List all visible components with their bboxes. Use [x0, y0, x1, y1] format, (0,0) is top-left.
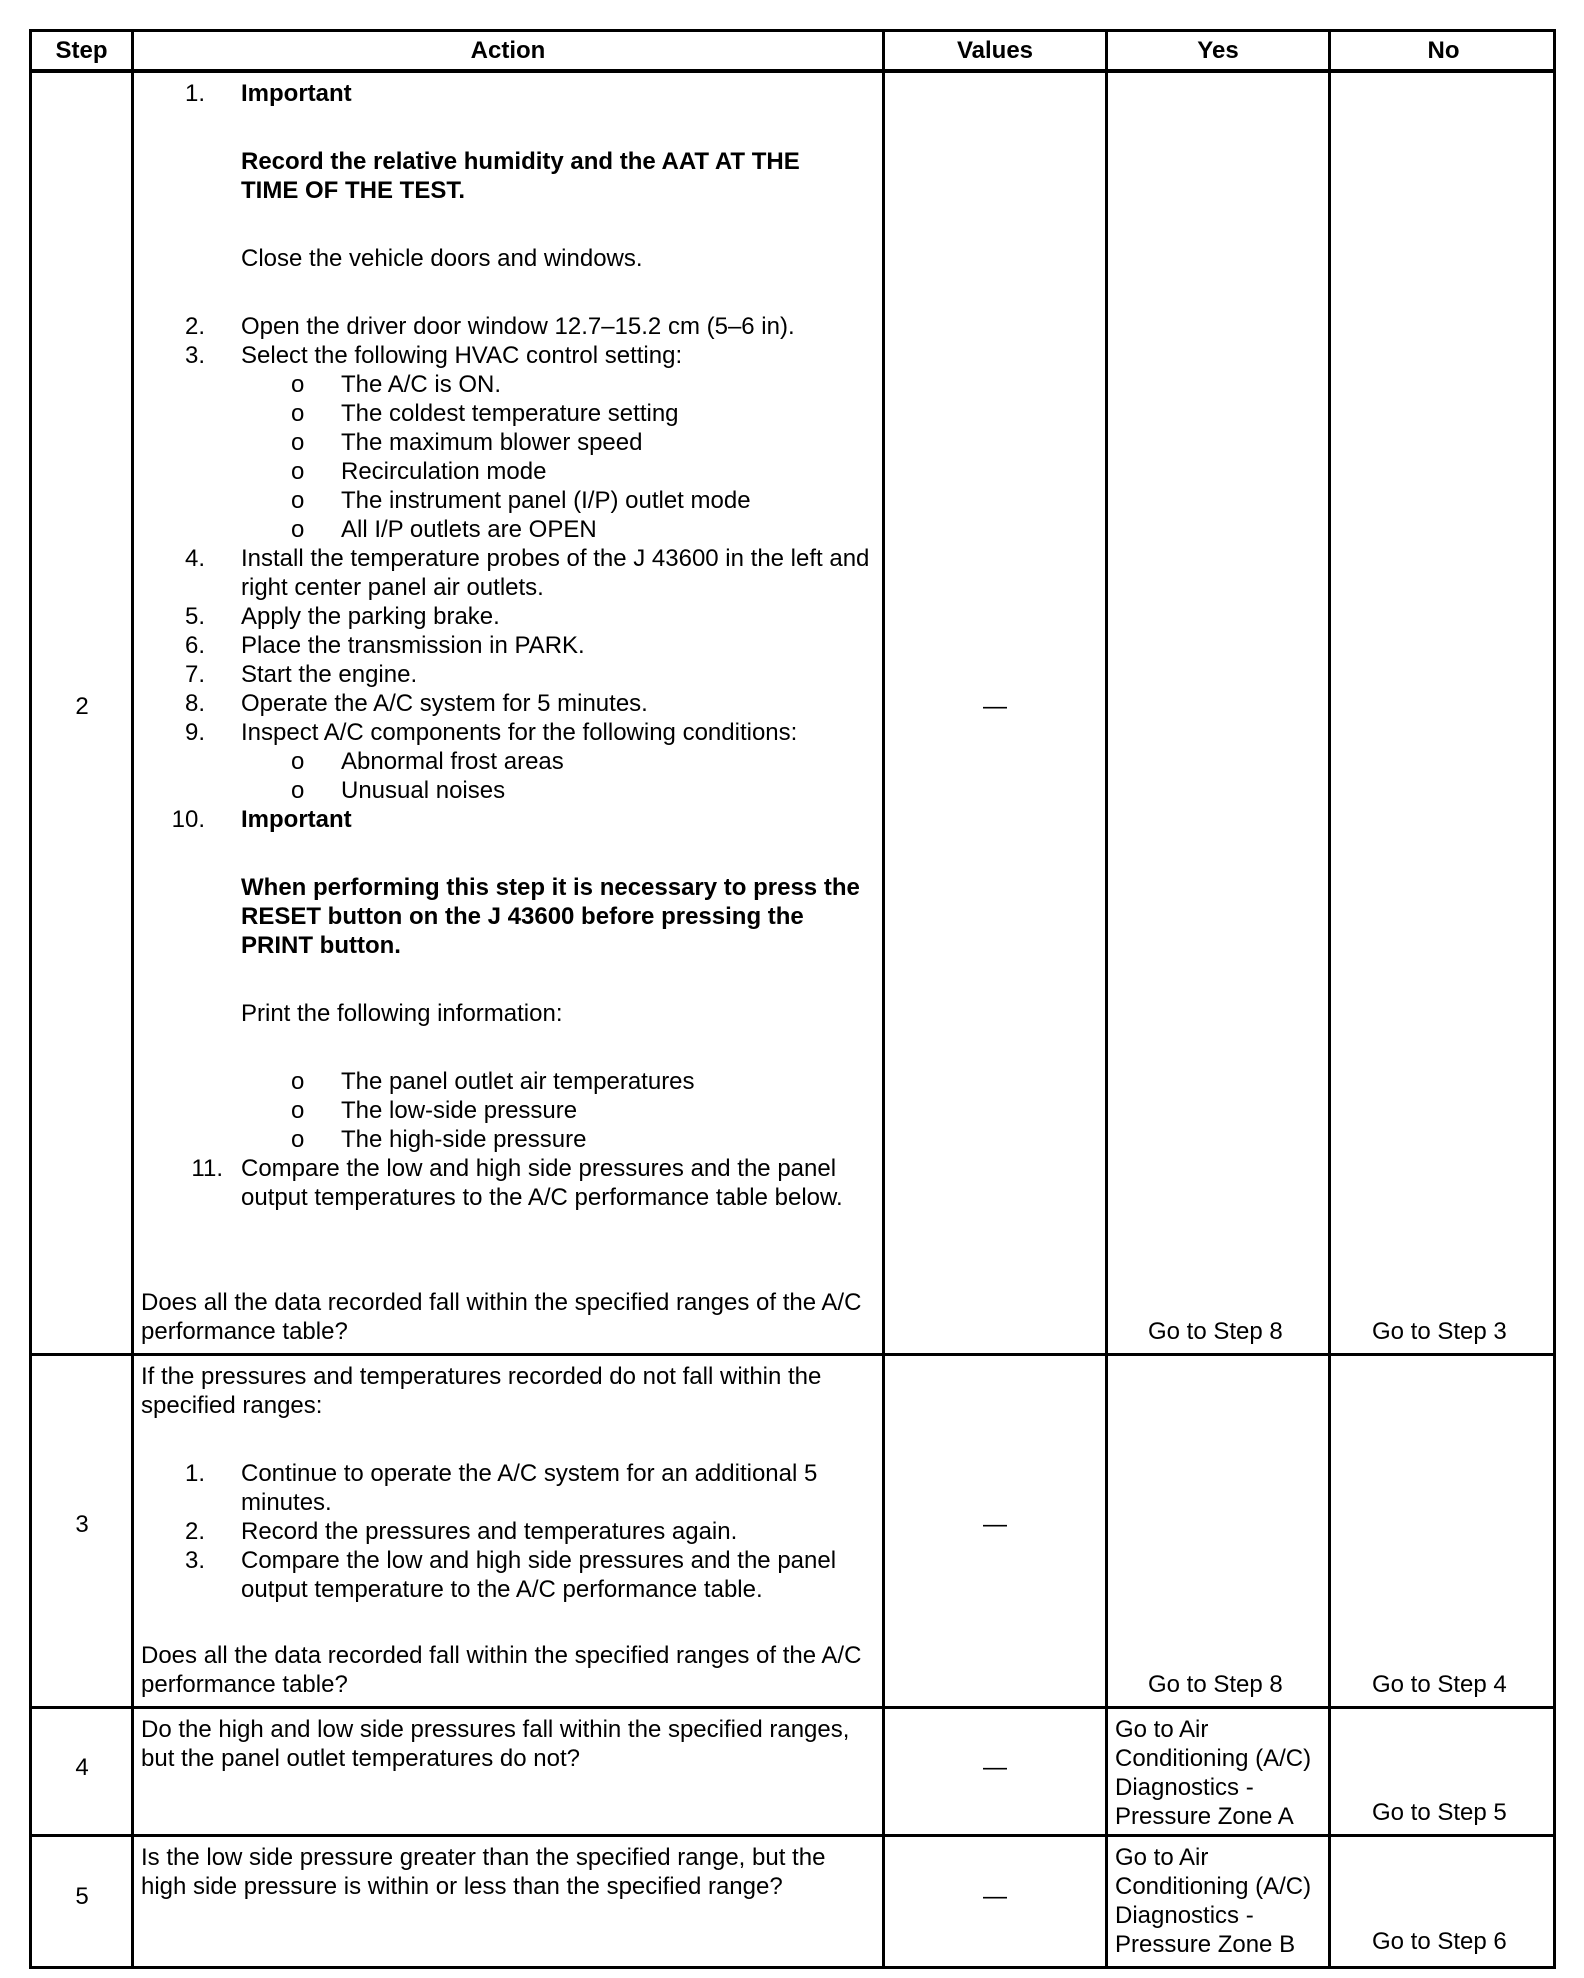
column-divider	[131, 32, 134, 1966]
bullet-text: The A/C is ON.	[341, 371, 502, 398]
row-divider	[32, 1706, 1553, 1709]
intro-text: If the pressures and temperatures recorded do not fall within the specified ranges:	[141, 1363, 822, 1419]
bullet-marker: o	[291, 516, 305, 543]
bullet-text: Unusual noises	[341, 777, 506, 804]
header-yes: Yes	[1197, 37, 1239, 64]
values-cell: —	[983, 1754, 1007, 1781]
bullet-marker: o	[291, 458, 305, 485]
item-number: 3.	[184, 342, 205, 369]
item-number: 4.	[184, 545, 205, 572]
header-rule	[32, 69, 1553, 73]
bullet-text: The instrument panel (I/P) outlet mode	[341, 487, 751, 514]
no-cell: Go to Step 3	[1372, 1318, 1507, 1345]
diagnostic-table	[29, 29, 1556, 1969]
action-text: Select the following HVAC control setting:	[241, 342, 683, 369]
row-divider	[32, 1353, 1553, 1356]
yes-cell: Go to Air Conditioning (A/C) Diagnostics - Pressure Zone A	[1115, 1716, 1312, 1830]
header-no: No	[1427, 37, 1460, 64]
step-number: 4	[75, 1754, 89, 1781]
no-cell: Go to Step 6	[1372, 1928, 1507, 1955]
item-number: 6.	[184, 632, 205, 659]
bullet-marker: o	[291, 400, 305, 427]
action-text: Operate the A/C system for 5 minutes.	[241, 690, 648, 717]
yes-cell: Go to Step 8	[1148, 1671, 1283, 1698]
yes-cell: Go to Step 8	[1148, 1318, 1283, 1345]
question-text: Is the low side pressure greater than the specified range, but the high side pressure is within or less than the specified range?	[141, 1844, 826, 1900]
bullet-text: Abnormal frost areas	[341, 748, 564, 775]
step-number: 2	[75, 693, 89, 720]
no-cell: Go to Step 5	[1372, 1799, 1507, 1826]
action-text: Inspect A/C components for the following conditions:	[241, 719, 798, 746]
item-number: 11.	[191, 1155, 223, 1182]
bullet-marker: o	[291, 1068, 305, 1095]
bullet-marker: o	[291, 777, 305, 804]
item-number: 2.	[184, 1518, 205, 1545]
item-number: 10.	[171, 806, 205, 833]
bullet-marker: o	[291, 1126, 305, 1153]
header-values: Values	[956, 37, 1034, 64]
question-text: Do the high and low side pressures fall within the specified ranges, but the panel outlet temperatures do not?	[141, 1716, 850, 1772]
action-text: Compare the low and high side pressures and the panel output temperatures to the A/C performance table below.	[241, 1155, 843, 1211]
action-text: Start the engine.	[241, 661, 418, 688]
question-text: Does all the data recorded fall within the specified ranges of the A/C performance table?	[141, 1289, 862, 1345]
item-number: 1.	[184, 80, 205, 107]
bullet-text: The panel outlet air temperatures	[341, 1068, 695, 1095]
row-divider	[32, 1834, 1553, 1837]
important-label: Important	[241, 806, 352, 833]
header-action: Action	[470, 37, 546, 64]
bullet-text: The coldest temperature setting	[341, 400, 679, 427]
header-step: Step	[55, 37, 108, 64]
action-text: Record the pressures and temperatures again.	[241, 1518, 738, 1545]
item-number: 8.	[184, 690, 205, 717]
bullet-marker: o	[291, 748, 305, 775]
step-number: 5	[75, 1883, 89, 1910]
important-note: Record the relative humidity and the AAT AT THE TIME OF THE TEST.	[241, 148, 800, 204]
bullet-text: Recirculation mode	[341, 458, 547, 485]
values-cell: —	[983, 1883, 1007, 1910]
values-cell: —	[983, 693, 1007, 720]
column-divider	[882, 32, 885, 1966]
bullet-text: All I/P outlets are OPEN	[341, 516, 597, 543]
bullet-marker: o	[291, 429, 305, 456]
no-cell: Go to Step 4	[1372, 1671, 1507, 1698]
bullet-text: The high-side pressure	[341, 1126, 587, 1153]
bullet-text: The low-side pressure	[341, 1097, 578, 1124]
important-label: Important	[241, 80, 352, 107]
action-text: Apply the parking brake.	[241, 603, 500, 630]
item-number: 9.	[184, 719, 205, 746]
question-text: Does all the data recorded fall within the specified ranges of the A/C performance table?	[141, 1642, 862, 1698]
column-divider	[1105, 32, 1108, 1966]
values-cell: —	[983, 1511, 1007, 1538]
item-number: 3.	[184, 1547, 205, 1574]
bullet-marker: o	[291, 1097, 305, 1124]
yes-cell: Go to Air Conditioning (A/C) Diagnostics - Pressure Zone B	[1115, 1844, 1312, 1958]
step-number: 3	[75, 1511, 89, 1538]
item-number: 2.	[184, 313, 205, 340]
action-text: Continue to operate the A/C system for an additional 5 minutes.	[241, 1460, 818, 1516]
action-text: Place the transmission in PARK.	[241, 632, 585, 659]
action-text: Compare the low and high side pressures and the panel output temperature to the A/C performance table.	[241, 1547, 837, 1603]
bullet-marker: o	[291, 371, 305, 398]
item-number: 1.	[184, 1460, 205, 1487]
bullet-marker: o	[291, 487, 305, 514]
item-number: 5.	[184, 603, 205, 630]
important-note: When performing this step it is necessary to press the RESET button on the J 43600 before pressing the PRINT button.	[241, 874, 860, 959]
action-text: Print the following information:	[241, 1000, 563, 1027]
column-divider	[1328, 32, 1331, 1966]
item-number: 7.	[184, 661, 205, 688]
action-text: Close the vehicle doors and windows.	[241, 245, 643, 272]
bullet-text: The maximum blower speed	[341, 429, 643, 456]
action-text: Open the driver door window 12.7–15.2 cm (5–6 in).	[241, 313, 795, 340]
action-text: Install the temperature probes of the J 43600 in the left and right center panel air outlets.	[241, 545, 870, 601]
